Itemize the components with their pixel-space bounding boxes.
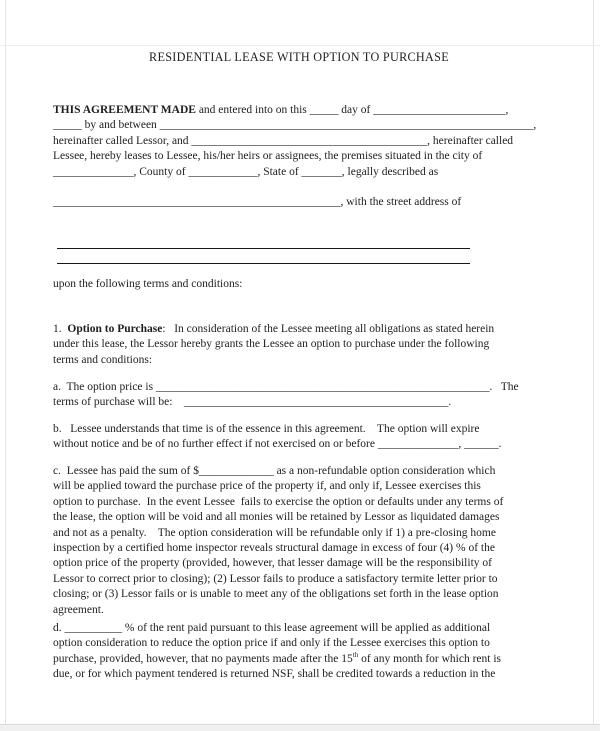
street-address-line [53, 195, 553, 210]
text-line: closing; or (3) Lessor fails or is unable to meet any of the obligations set forth in the lease option [53, 588, 499, 601]
clause-a-option-price [53, 380, 553, 411]
text-line: ______________, County of ____________, State of _______, legally described as [53, 165, 439, 178]
text-line: Lessor to correct prior to closing); (2) Lessor fails to produce a satisfactory termite letter prior to [53, 572, 498, 585]
text-line: b. Lessee understands that time is of the essence in this agreement. The option will expire [53, 423, 480, 435]
terms-intro-line: upon the following terms and conditions: [53, 278, 243, 290]
clause-c-option-consideration [53, 464, 553, 618]
text-line: option to purchase. In the event Lessee fails to exercise the option or defaults under any terms of [53, 495, 504, 508]
text-line: under this lease, the Lessor hereby grants the Lessee an option to purchase under the following [53, 338, 490, 351]
text-line: the lease, the option will be void and all monies will be retained by Lessor as liquidated damages [53, 511, 500, 524]
text-line: 1. Option to Purchase: In consideration of the Lessee meeting all obligations as stated herein [53, 323, 495, 335]
text-line: and not as a penalty. The option consideration will be refundable only if 1) a pre-closing home [53, 526, 496, 539]
text-line: without notice and be of no further effect if not exercised on or before ______________, ______. [53, 438, 502, 451]
section-1-option-to-purchase [53, 322, 553, 368]
agreement-intro-paragraph [53, 103, 553, 180]
text-line: Lessee, hereby leases to Lessee, his/her heirs or assignees, the premises situated in the city of [53, 150, 483, 163]
text-line: option consideration to reduce the option price if and only if the Lessee exercises this option to [53, 637, 490, 650]
text-line: option price of the property (provided, however, that lesser damage will be the responsibility of [53, 557, 492, 570]
text-line: __________________________________________________, with the street address of [53, 196, 462, 208]
legal-description-blank-line-1 [57, 248, 470, 249]
document-title: RESIDENTIAL LEASE WITH OPTION TO PURCHASE [149, 50, 449, 64]
text-line: terms and conditions: [53, 353, 153, 366]
text-line: inspection by a certified home inspector reveals structural damage in excess of four (4) % of the [53, 542, 495, 555]
text-line: purchase, provided, however, that no payments made after the 15th of any month for which rent is [53, 650, 502, 665]
text-line: _____ by and between _________________________________________________________________, [53, 119, 537, 132]
text-line: due, or for which payment tendered is returned NSF, shall be credited towards a reduction in the [53, 668, 496, 681]
text-line: terms of purchase will be: ______________________________________________. [53, 396, 452, 409]
text-line: c. Lessee has paid the sum of $_____________ as a non-refundable option consideration which [53, 465, 496, 477]
text-line: THIS AGREEMENT MADE and entered into on this _____ day of _______________________, [53, 104, 509, 116]
text-line: d. __________ % of the rent paid pursuant to this lease agreement will be applied as additional [53, 622, 491, 634]
text-line: a. The option price is __________________________________________________________. The [53, 381, 519, 393]
clause-b-option-expiry [53, 422, 553, 453]
clause-d-rent-credit [53, 621, 553, 683]
text-line: agreement. [53, 603, 104, 616]
page-separator-line [0, 45, 600, 46]
text-line: will be applied toward the purchase price of the property if, and only if, Lessee exercises this [53, 480, 481, 493]
legal-description-blank-line-2 [57, 263, 470, 264]
text-line: hereinafter called Lessor, and _________________________________________, hereinafter called [53, 134, 514, 147]
